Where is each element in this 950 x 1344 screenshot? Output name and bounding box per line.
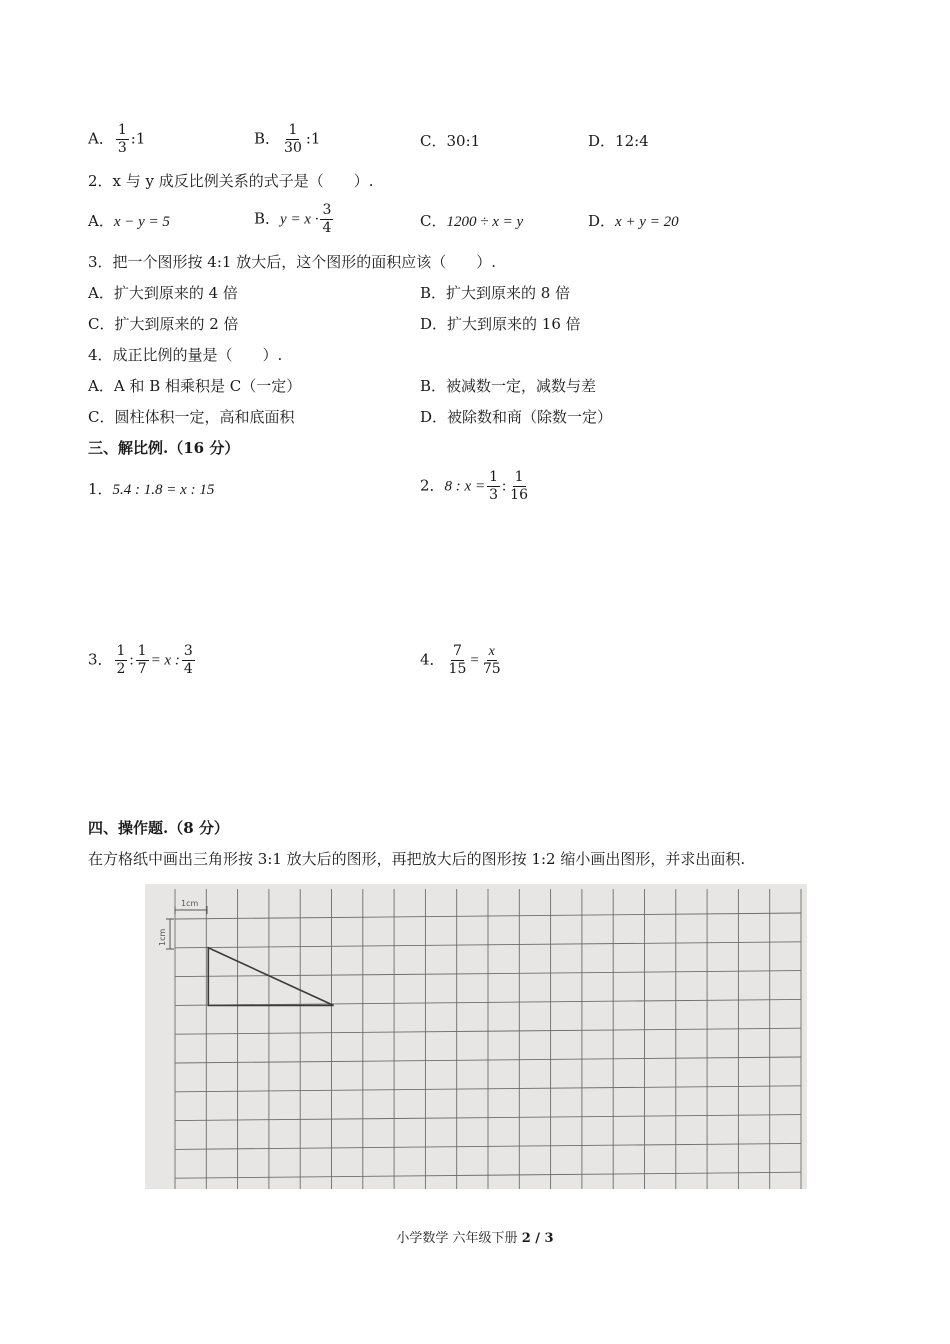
unit-label-vertical: 1cm <box>158 928 167 946</box>
fraction <box>182 643 195 678</box>
option-expression: x − y = 5 <box>113 214 170 230</box>
denominator: 3 <box>489 487 498 503</box>
option-text: 30:1 <box>446 132 481 150</box>
unit-label-horizontal: 1cm <box>181 899 199 908</box>
option-expression: y = x · <box>280 211 319 228</box>
q3-option-b: B．扩大到原来的 8 倍 <box>420 284 571 302</box>
numerator: x <box>488 644 495 659</box>
q4-option-a: A．A 和 B 相乘积是 C（一定） <box>88 377 302 395</box>
fraction <box>136 643 149 678</box>
fraction <box>320 202 333 237</box>
problem-number: 1． <box>88 480 113 498</box>
fraction <box>447 643 469 678</box>
option-label: A． <box>88 212 114 230</box>
option-label: B． <box>254 209 281 228</box>
denominator: 3 <box>117 140 127 156</box>
numerator: 7 <box>453 643 462 659</box>
q3-stem: 3．把一个图形按 4:1 放大后，这个图形的面积应该（ ）. <box>88 253 496 271</box>
denominator: 4 <box>322 220 332 236</box>
fraction <box>115 643 128 678</box>
q4-stem: 4．成正比例的量是（ ）. <box>88 346 283 364</box>
q2-option-b <box>254 202 335 237</box>
option-label: D． <box>588 212 616 230</box>
denominator: 30 <box>284 140 302 156</box>
fraction <box>487 469 500 504</box>
denominator: 7 <box>137 661 147 677</box>
denominator: 16 <box>510 487 528 503</box>
option-label: B． <box>254 129 281 148</box>
q3-option-c: C．扩大到原来的 2 倍 <box>88 315 239 333</box>
denominator: 15 <box>448 661 467 677</box>
footer-page-number: 2 / 3 <box>521 1231 554 1246</box>
proportion-4 <box>420 643 505 678</box>
problem-number: 2． <box>420 476 445 495</box>
option-tail: :1 <box>305 129 321 148</box>
page-footer <box>0 1227 950 1246</box>
numerator: 1 <box>117 122 127 138</box>
numerator: 1 <box>116 643 126 659</box>
q4-option-c: C．圆柱体积一定，高和底面积 <box>88 408 295 426</box>
q2-option-c <box>420 211 523 232</box>
option-label: C． <box>420 212 447 230</box>
numerator: 3 <box>183 643 193 659</box>
grid-lines <box>175 889 801 1189</box>
denominator: 4 <box>183 661 193 677</box>
numerator: 1 <box>288 122 298 138</box>
q1-option-c <box>420 131 480 151</box>
graph-paper-photo <box>145 884 807 1189</box>
denominator: 2 <box>116 661 126 677</box>
q1-option-a <box>88 122 145 157</box>
section4-instruction: 在方格纸中画出三角形按 3:1 放大后的图形，再把放大后的图形按 1:2 缩小画出图形，并求出面积. <box>88 850 746 868</box>
proportion-expression: 8 : x = <box>444 478 486 495</box>
fraction <box>282 122 304 157</box>
proportion-expression: = x : <box>150 652 180 669</box>
denominator: 75 <box>482 661 501 677</box>
numerator: 1 <box>137 643 147 659</box>
option-label: A． <box>88 129 114 148</box>
problem-number: 4． <box>420 650 445 669</box>
option-label: C． <box>420 132 447 150</box>
proportion-3 <box>88 643 197 678</box>
numerator: 1 <box>489 469 498 485</box>
fraction <box>481 643 503 678</box>
q3-option-a: A．扩大到原来的 4 倍 <box>88 284 238 302</box>
q1-option-d <box>588 131 649 151</box>
section3-heading: 三、解比例.（16 分） <box>88 439 240 457</box>
problem-number: 3． <box>88 650 113 669</box>
ratio-colon: : <box>129 652 134 669</box>
footer-subject: 小学数学 六年级下册 <box>396 1231 522 1246</box>
option-text: 12:4 <box>615 132 649 150</box>
numerator: 1 <box>514 469 524 485</box>
proportion-1 <box>88 479 214 500</box>
option-label: D． <box>588 132 616 150</box>
fraction <box>508 469 530 504</box>
proportion-2 <box>420 469 532 504</box>
q4-option-b: B．被减数一定，减数与差 <box>420 377 597 395</box>
graph-paper-grid <box>145 884 807 1189</box>
q3-option-d: D．扩大到原来的 16 倍 <box>420 315 581 333</box>
option-tail: :1 <box>130 129 146 148</box>
given-triangle <box>208 948 333 1006</box>
option-expression: x + y = 20 <box>615 214 679 230</box>
fraction <box>116 122 129 157</box>
numerator: 3 <box>322 202 332 218</box>
q2-stem: 2．x 与 y 成反比例关系的式子是（ ）. <box>88 172 374 190</box>
equals-sign: = <box>470 652 479 669</box>
q1-option-b <box>254 122 320 157</box>
q2-option-a <box>88 211 170 232</box>
proportion-expression: 5.4 : 1.8 = x : 15 <box>112 482 215 498</box>
section4-heading: 四、操作题.（8 分） <box>88 819 229 837</box>
q2-option-d <box>588 211 679 232</box>
option-expression: 1200 ÷ x = y <box>446 214 524 230</box>
ratio-colon: : <box>502 478 507 495</box>
unit-marker-vertical <box>158 919 174 949</box>
unit-marker-horizontal <box>175 899 207 914</box>
q4-option-d: D．被除数和商（除数一定） <box>420 408 613 426</box>
